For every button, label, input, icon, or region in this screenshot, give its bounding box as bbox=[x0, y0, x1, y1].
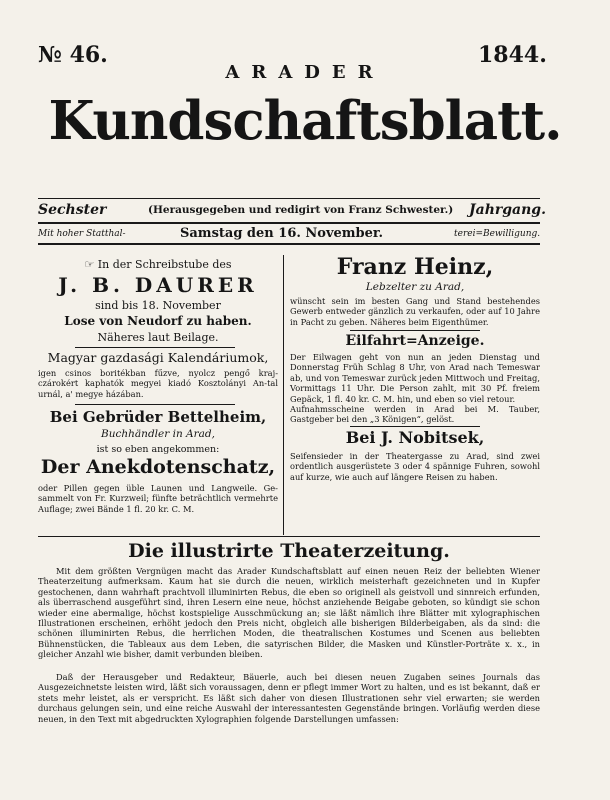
article-title: Die illustrirte Theaterzeitung. bbox=[128, 540, 450, 562]
bettelheim-body: oder Pillen gegen üble Launen und Langweile. Ge-sammelt von Fr. Kurzweil; fünfte beträchtlich vermehrte Auflage; zwei Bände 1 fl. 20 kr. C. M. bbox=[38, 483, 278, 514]
masthead-rule-top bbox=[38, 198, 540, 199]
separator bbox=[350, 330, 480, 331]
privilege-left: Mit hoher Statthal- bbox=[38, 229, 126, 239]
daurer-name: J. B. DAURER bbox=[58, 273, 258, 297]
section-rule bbox=[38, 536, 540, 537]
magyar-body: igen csinos boritékban fűzve, nyolcz pengő kraj-czárokért kaphatók megyei kiadó Kosztolányi An-tal urnál, a' megye házában. bbox=[38, 368, 278, 399]
separator bbox=[350, 426, 480, 427]
daurer-line2: Lose von Neudorf zu haben. bbox=[64, 314, 252, 328]
editor-line: (Herausgegeben und redigirt von Franz Schwester.) bbox=[148, 204, 454, 216]
eilfahrt-title: Eilfahrt=Anzeige. bbox=[345, 333, 485, 349]
separator bbox=[75, 404, 235, 405]
year: 1844. bbox=[478, 42, 547, 68]
daurer-line1: sind bis 18. November bbox=[95, 299, 221, 312]
heinz-body: wünscht sein im besten Gang und Stand bestehendes Gewerb entweder gänzlich zu verkaufen, oder auf 10 Jahre in Pacht zu geben. Näheres beim Eigenthümer. bbox=[290, 296, 540, 327]
nobitsek-body: Seifensieder in der Theatergasse zu Arad, sind zwei ordentlich ausgerüstete 3 oder 4 spännige Fuhren, sowohl auf kurze, wie auch auf längere Reisen zu haben. bbox=[290, 451, 540, 482]
bettelheim-line1: Buchhändler in Arad, bbox=[101, 428, 215, 440]
masthead-rule-bottom bbox=[38, 243, 540, 245]
volume-right-word: Jahrgang. bbox=[469, 202, 546, 218]
issue-number: № 46. bbox=[38, 42, 108, 68]
article-paragraph-2: Daß der Herausgeber und Redakteur, Bäuerle, auch bei diesen neuen Zugaben seines Journals das Ausgezeichnetste leisten wird, läßt sich voraussagen, denn er pflegt immer Wort zu halten, und es ist bekannt, daß er stets mehr leistet, als er verspricht. Es läßt sich daher von diesen Illustrationen sehr viel erwarten; sie werden durchaus gelungen sein, und eine reiche Auswahl der interessantesten Gegenstände bringen. Vorläufig werden diese neuen, in den Text mit abgedruckten Xylographien folgende Darstellungen umfassen: bbox=[38, 672, 540, 724]
article-paragraph-1: Mit dem größten Vergnügen macht das Arader Kundschaftsblatt auf einen neuen Reiz der beliebten Wiener Theaterzeitung aufmerksam. Kaum hat sie durch die neuen, wirklich meisterhaft gezeichneten und in Kupfer gestochenen, dann wahrhaft prachtvoll illuminirten Rebus, die eben so originell als geistvoll und sinnreich erfunden, als überraschend ausgeführt sind, ihren Lesern eine neue, höchst anziehende Beigabe geboten, so kündigt sie schon wieder eine abermalige, höchst kostspielige Ausschmückung an; sie läßt nämlich ihre Blätter mit xylographischen Illustrationen erscheinen, erhöht jedoch den Preis nicht, obgleich alle bisherigen Bilderbeigaben, als da sind: die schönen illuminirten Rebus, die herrlichen Moden, die theatralischen Kostumes und Scenen aus beliebten Bühnenstücken, die Tableaux aus dem Leben, die satyrischen Bilder, die Masken und Künstler-Porträte x. x., in gleicher Anzahl wie bisher, damit verbunden bleiben. bbox=[38, 566, 540, 660]
separator bbox=[75, 347, 235, 348]
bettelheim-line2: ist so eben angekommen: bbox=[96, 444, 220, 455]
column-divider bbox=[283, 255, 284, 535]
issue-date: Samstag den 16. November. bbox=[180, 226, 384, 241]
eilfahrt-body: Der Eilwagen geht von nun an jeden Dienstag und Donnerstag Früh Schlag 8 Uhr, von Arad nach Temeswar ab, und von Temeswar zurück jeden Mittwoch und Freitag, Vormittags 11 Uhr. Die Person zahlt, mit 30 Pf. freiem Gepäck, 1 fl. 40 kr. C. M. hin, und eben so viel retour. bbox=[290, 352, 540, 404]
eilfahrt-note: Aufnahmsscheine werden in Arad bei M. Tauber, Gastgeber bei den „3 Königen“, gelöst. bbox=[290, 404, 540, 425]
privilege-right: terei=Bewilligung. bbox=[454, 229, 541, 239]
daurer-intro: ☞ In der Schreibstube des bbox=[84, 258, 232, 271]
heinz-trade: Lebzelter zu Arad, bbox=[365, 281, 465, 293]
masthead-rule-middle bbox=[38, 222, 540, 224]
volume-left-word: Sechster bbox=[38, 202, 107, 218]
daurer-line3: Näheres laut Beilage. bbox=[97, 331, 219, 344]
magyar-title: Magyar gazdasági Kalendáriumok, bbox=[47, 350, 269, 365]
bettelheim-title: Bei Gebrüder Bettelheim, bbox=[49, 408, 267, 426]
newspaper-title: Kundschaftsblatt. bbox=[48, 90, 562, 152]
nobitsek-title: Bei J. Nobitsek, bbox=[345, 428, 485, 447]
bettelheim-book-title: Der Anekdotenschatz, bbox=[40, 456, 276, 478]
heinz-name: Franz Heinz, bbox=[336, 254, 494, 280]
place-name: ARADER bbox=[225, 62, 385, 83]
